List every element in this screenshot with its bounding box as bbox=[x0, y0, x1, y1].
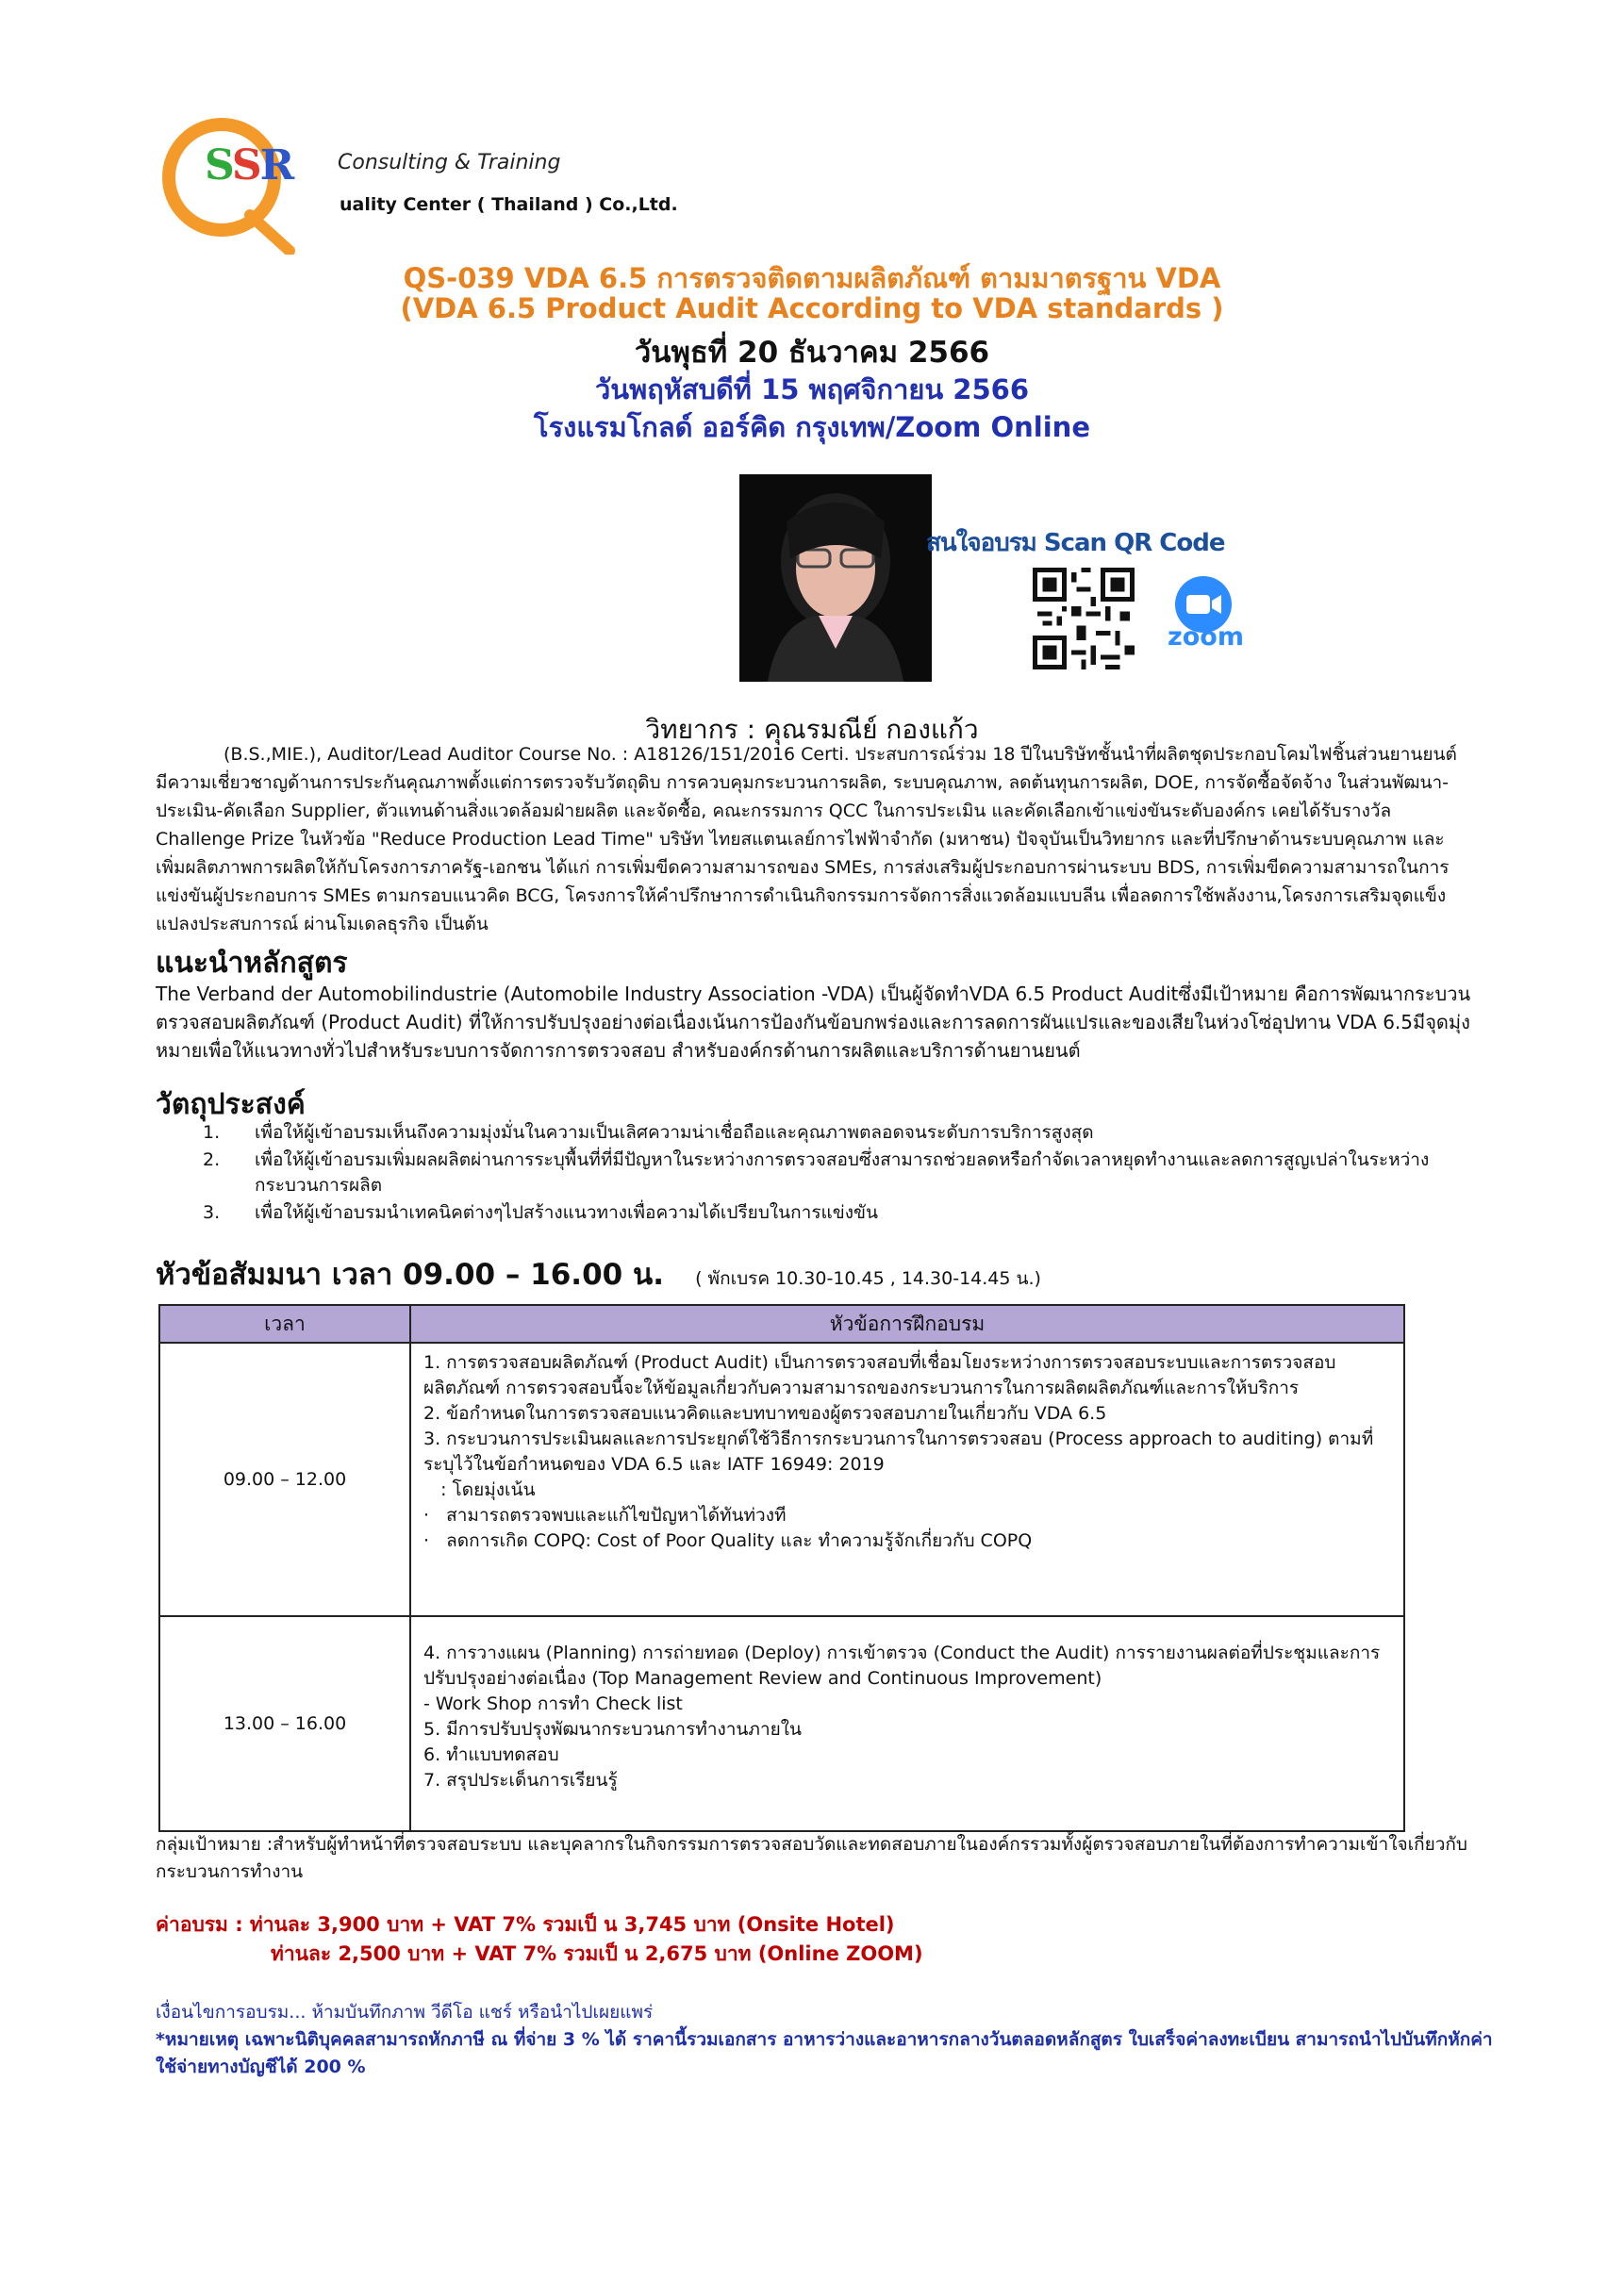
logo-company-name: uality Center ( Thailand ) Co.,Ltd. bbox=[340, 194, 678, 215]
topic-line: 3. กระบวนการประเมินผลและการประยุกต์ใช้วิธีการกระบวนการในการตรวจสอบ (Process approach to auditing) ตามที่ระบุไว้ในข้อกำหนดของ VDA 6.5 และ IATF 16949: 2019 bbox=[423, 1429, 1374, 1475]
objective-number: 3. bbox=[203, 1202, 221, 1223]
column-header-time: เวลา bbox=[159, 1305, 410, 1343]
fee-onsite: ค่าอบรม : ท่านละ 3,900 บาท + VAT 7% รวมเป็ น 3,745 บาท (Onsite Hotel) bbox=[156, 1913, 895, 1936]
speaker-photo bbox=[739, 474, 932, 682]
fee-block bbox=[156, 1910, 923, 1969]
course-title-english: (VDA 6.5 Product Audit According to VDA standards ) bbox=[400, 292, 1224, 324]
company-logo bbox=[156, 113, 684, 255]
objective-item bbox=[203, 1200, 1485, 1226]
topic-line: 4. การวางแผน (Planning) การถ่ายทอด (Deploy) การเข้าตรวจ (Conduct the Audit) การรายงานผลต่อที่ประชุมและการปรับปรุงอย่างต่อเนื่อง (Top Management Review and Continuous Improvement) bbox=[423, 1643, 1381, 1689]
objective-number: 1. bbox=[203, 1122, 221, 1143]
zoom-label: zoom bbox=[1168, 622, 1244, 652]
objectives-heading: วัตถุประสงค์ bbox=[156, 1088, 306, 1121]
topic-line: 1. การตรวจสอบผลิตภัณฑ์ (Product Audit) เป็นการตรวจสอบที่เชื่อมโยงระหว่างการตรวจสอบระบบและการตรวจสอบผลิตภัณฑ์ การตรวจสอบนี้จะให้ข้อมูลเกี่ยวกับความสามารถของกระบวนการในการผลิตผลิตภัณฑ์และการให้บริการ bbox=[423, 1352, 1336, 1398]
speaker-bio: (B.S.,MIE.), Auditor/Lead Auditor Course No. : A18126/151/2016 Certi. ประสบการณ์ร่วม 18 ปีในบริษัทชั้นนำที่ผลิตชุดประกอบโคมไฟชิ้นส่วนยานยนต์ มีความเชี่ยวชาญด้านการประกันคุณภาพตั้งแต่การตรวจรับวัตถุดิบ การควบคุมกระบวนการผลิต, ระบบคุณภาพ, ลดต้นทุนการผลิต, DOE, การจัดซื้อจัดจ้าง ในส่วนพัฒนา-ประเมิน-คัดเลือก Supplier, ตัวแทนด้านสิ่งแวดล้อมฝ่ายผลิต และจัดซื้อ, คณะกรรมการ QCC ในการประเมิน และคัดเลือกเข้าแข่งขันระดับองค์กร เคยได้รับรางวัล Challenge Prize ในหัวข้อ "Reduce Production Lead Time" บริษัท ไทยสแตนเลย์การไฟฟ้าจำกัด (มหาชน) ปัจจุบันเป็นวิทยากร และที่ปรึกษาด้านระบบคุณภาพ และเพิ่มผลิตภาพการผลิตให้กับโครงการภาครัฐ-เอกชน ได้แก่ การเพิ่มขีดความสามารถของ SMEs, การส่งเสริมผู้ประกอบการผ่านระบบ BDS, การเพิ่มขีดความสามารถในการแข่งขันผู้ประกอบการ SMEs ตามกรอบแนวคิด BCG, โครงการให้คำปรึกษาการดำเนินกิจกรรมการจัดการสิ่งแวดล้อมแบบลีน เพื่อลดการใช้พลังงาน,โครงการเสริมจุดแข็ง แปลงประสบการณ์ ผ่านโมเดลธุรกิจ เป็นต้น bbox=[156, 744, 1457, 934]
qr-code-icon[interactable] bbox=[1026, 568, 1141, 669]
topic-line: 7. สรุปประเด็นการเรียนรู้ bbox=[423, 1770, 618, 1791]
fee-online: ท่านละ 2,500 บาท + VAT 7% รวมเป็ น 2,675 บาท (Online ZOOM) bbox=[271, 1942, 923, 1965]
logo-tagline: Consulting & Training bbox=[338, 151, 561, 174]
remark-line: *หมายเหตุ เฉพาะนิติบุคคลสามารถหักภาษี ณ ที่จ่าย 3 % ได้ ราคานี้รวมเอกสาร อาหารว่างและอาหารกลางวันตลอดหลักสูตร ใบเสร็จค่าลงทะเบียน สามารถนำไปบันทึกหักค่าใช้จ่ายทางบัญชีได้ 200 % bbox=[156, 2029, 1493, 2077]
intro-text: The Verband der Automobilindustrie (Automobile Industry Association -VDA) เป็นผู้จัดทำVDA 6.5 Product Auditซึ่งมีเป้าหมาย คือการพัฒนากระบวนตรวจสอบผลิตภัณฑ์ (Product Audit) ที่ให้การปรับปรุงอย่างต่อเนื่องเน้นการป้องกันข้อบกพร่องและการลดการผันแปรและของเสียในห่วงโซ่อุปทาน VDA 6.5มีจุดมุ่งหมายเพื่อให้แนวทางทั่วไปสำหรับระบบการจัดการการตรวจสอบ สำหรับองค์กรด้านการผลิตและบริการด้านยานยนต์ bbox=[156, 983, 1471, 1062]
session-topics bbox=[410, 1616, 1404, 1831]
logo-letters: SSR bbox=[205, 141, 293, 190]
schedule-table bbox=[158, 1304, 1405, 1832]
session-time: 13.00 – 16.00 bbox=[159, 1616, 410, 1831]
objective-item bbox=[203, 1120, 1485, 1146]
course-title-thai: QS-039 VDA 6.5 การตรวจติดตามผลิตภัณฑ์ ตามมาตรฐาน VDA bbox=[403, 262, 1221, 294]
seminar-heading: หัวข้อสัมมนา เวลา 09.00 – 16.00 น. bbox=[156, 1258, 664, 1292]
topic-line: : โดยมุ่งเน้น bbox=[423, 1479, 536, 1500]
course-venue: โรงแรมโกลด์ ออร์คิด กรุงเทพ/Zoom Online bbox=[534, 411, 1090, 443]
seminar-heading-row bbox=[156, 1250, 1041, 1297]
session-time: 09.00 – 12.00 bbox=[159, 1343, 410, 1616]
conditions-block bbox=[156, 1999, 1495, 2081]
table-header-row bbox=[159, 1305, 1404, 1343]
topic-line: 2. ข้อกำหนดในการตรวจสอบแนวคิดและบทบาทของผู้ตรวจสอบภายในเกี่ยวกับ VDA 6.5 bbox=[423, 1403, 1107, 1424]
topic-line: 6. ทำแบบทดสอบ bbox=[423, 1744, 559, 1765]
topic-line: · ลดการเกิด COPQ: Cost of Poor Quality และ ทำความรู้จักเกี่ยวกับ COPQ bbox=[423, 1530, 1033, 1551]
objective-item bbox=[203, 1148, 1485, 1198]
column-header-topic: หัวข้อการฝึกอบรม bbox=[410, 1305, 1404, 1343]
target-group: กลุ่มเป้าหมาย :สำหรับผู้ทำหน้าที่ตรวจสอบระบบ และบุคลากรในกิจกรรมการตรวจสอบวัดและทดสอบภายในองค์กรรวมทั้งผู้ตรวจสอบภายในที่ต้องการทำความเข้าใจเกี่ยวกับกระบวนการทำงาน bbox=[156, 1834, 1467, 1882]
objective-text: เพื่อให้ผู้เข้าอบรมเพิ่มผลผลิตผ่านการระบุพื้นที่ที่มีปัญหาในระหว่างการตรวจสอบซึ่งสามารถช่วยลดหรือกำจัดเวลาหยุดทำงานและลดการสูญเปล่าในระหว่างกระบวนการผลิต bbox=[255, 1149, 1430, 1196]
objective-text: เพื่อให้ผู้เข้าอบรมเห็นถึงความมุ่งมั่นในความเป็นเลิศความน่าเชื่อถือและคุณภาพตลอดจนระดับการบริการสูงสุด bbox=[255, 1122, 1094, 1143]
topic-line: · สามารถตรวจพบและแก้ไขปัญหาได้ทันท่วงที bbox=[423, 1505, 787, 1526]
topic-line: - Work Shop การทำ Check list bbox=[423, 1693, 683, 1714]
course-date-secondary: วันพฤหัสบดีที่ 15 พฤศจิกายน 2566 bbox=[594, 373, 1030, 405]
course-date-primary: วันพุธที่ 20 ธันวาคม 2566 bbox=[634, 336, 990, 370]
objectives-list bbox=[203, 1120, 1485, 1228]
speaker-name: วิทยากร : คุณรมณีย์ กองแก้ว bbox=[645, 714, 979, 745]
qr-panel-title: สนใจอบรม Scan QR Code bbox=[926, 529, 1225, 557]
intro-heading: แนะนำหลักสูตร bbox=[156, 947, 348, 980]
session-topics bbox=[410, 1343, 1404, 1616]
objective-number: 2. bbox=[203, 1149, 221, 1170]
objective-text: เพื่อให้ผู้เข้าอบรมนำเทคนิคต่างๆไปสร้างแนวทางเพื่อความได้เปรียบในการแข่งขัน bbox=[255, 1202, 879, 1223]
break-note: ( พักเบรค 10.30-10.45 , 14.30-14.45 น.) bbox=[695, 1268, 1041, 1289]
topic-line: 5. มีการปรับปรุงพัฒนากระบวนการทำงานภายใน bbox=[423, 1719, 803, 1740]
table-row bbox=[159, 1616, 1404, 1831]
table-row bbox=[159, 1343, 1404, 1616]
conditions-line: เงื่อนไขการอบรม... ห้ามบันทึกภาพ วีดีโอ แชร์ หรือนำไปเผยแพร่ bbox=[156, 2002, 654, 2023]
